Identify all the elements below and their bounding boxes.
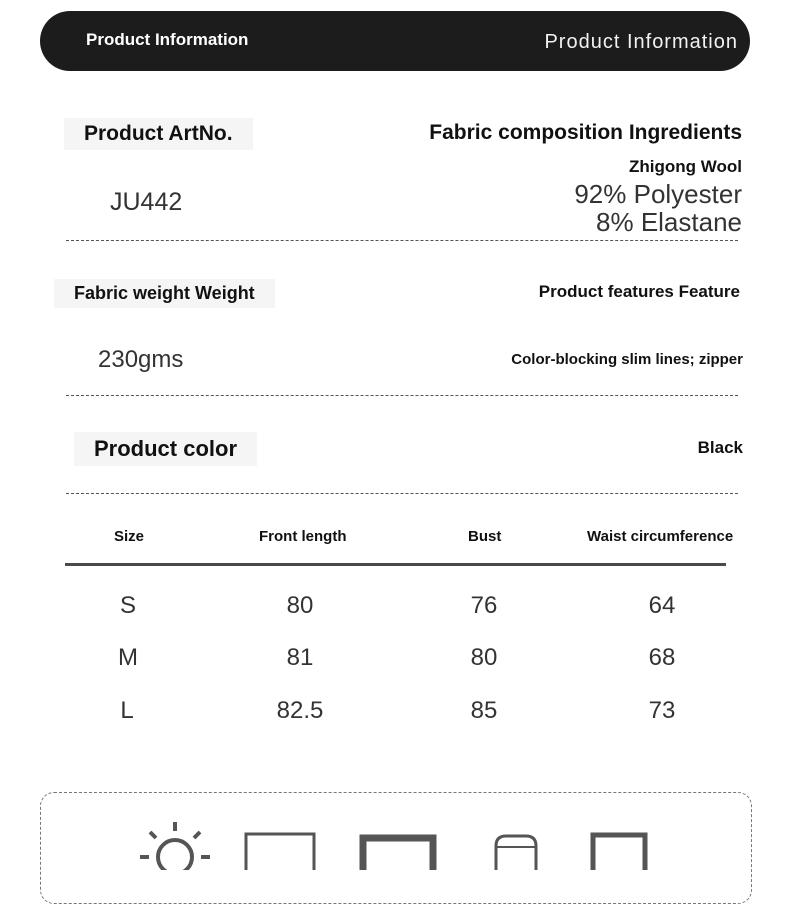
row-s-bust: 76 [470, 592, 498, 619]
row-m-bust: 80 [470, 644, 498, 671]
row-l-waist: 73 [648, 697, 676, 724]
header-bar [40, 11, 750, 71]
fabric-polyester: 92% Polyester [574, 179, 742, 209]
fabric-label: Fabric composition Ingredients [429, 121, 742, 144]
front-length-header: Front length [259, 528, 347, 545]
square-outline-icon-2 [590, 832, 648, 870]
phone-shape-icon [494, 834, 538, 870]
header-title-right: Product Information [544, 31, 738, 53]
fabric-elastane: 8% Elastane [596, 207, 742, 237]
weight-value: 230gms [98, 346, 184, 373]
waist-header: Waist circumference [587, 528, 734, 545]
row-l-bust: 85 [470, 697, 498, 724]
color-value: Black [697, 438, 743, 457]
size-header: Size [114, 528, 145, 545]
weight-label: Fabric weight Weight [54, 279, 275, 308]
row-m-front-length: 81 [286, 644, 314, 671]
divider-1 [66, 240, 738, 241]
table-header-rule [65, 563, 726, 566]
row-s-size: S [119, 592, 137, 619]
square-outline-icon [244, 832, 316, 870]
row-s-front-length: 80 [286, 592, 314, 619]
sun-icon [138, 820, 214, 870]
header-title-left: Product Information [86, 30, 249, 49]
row-s-waist: 64 [648, 592, 676, 619]
divider-3 [66, 493, 738, 494]
divider-2 [66, 395, 738, 396]
art-no-label: Product ArtNo. [64, 118, 253, 150]
row-m-waist: 68 [648, 644, 676, 671]
features-label: Product features Feature [538, 282, 740, 301]
row-l-size: L [120, 697, 134, 724]
color-label: Product color [74, 432, 257, 466]
thick-square-icon [359, 834, 437, 870]
fabric-name: Zhigong Wool [629, 157, 742, 176]
features-value: Color-blocking slim lines; zipper [511, 351, 743, 368]
bust-header: Bust [468, 528, 502, 545]
row-l-front-length: 82.5 [276, 697, 324, 724]
row-m-size: M [118, 644, 138, 671]
art-no-value: JU442 [110, 188, 183, 216]
